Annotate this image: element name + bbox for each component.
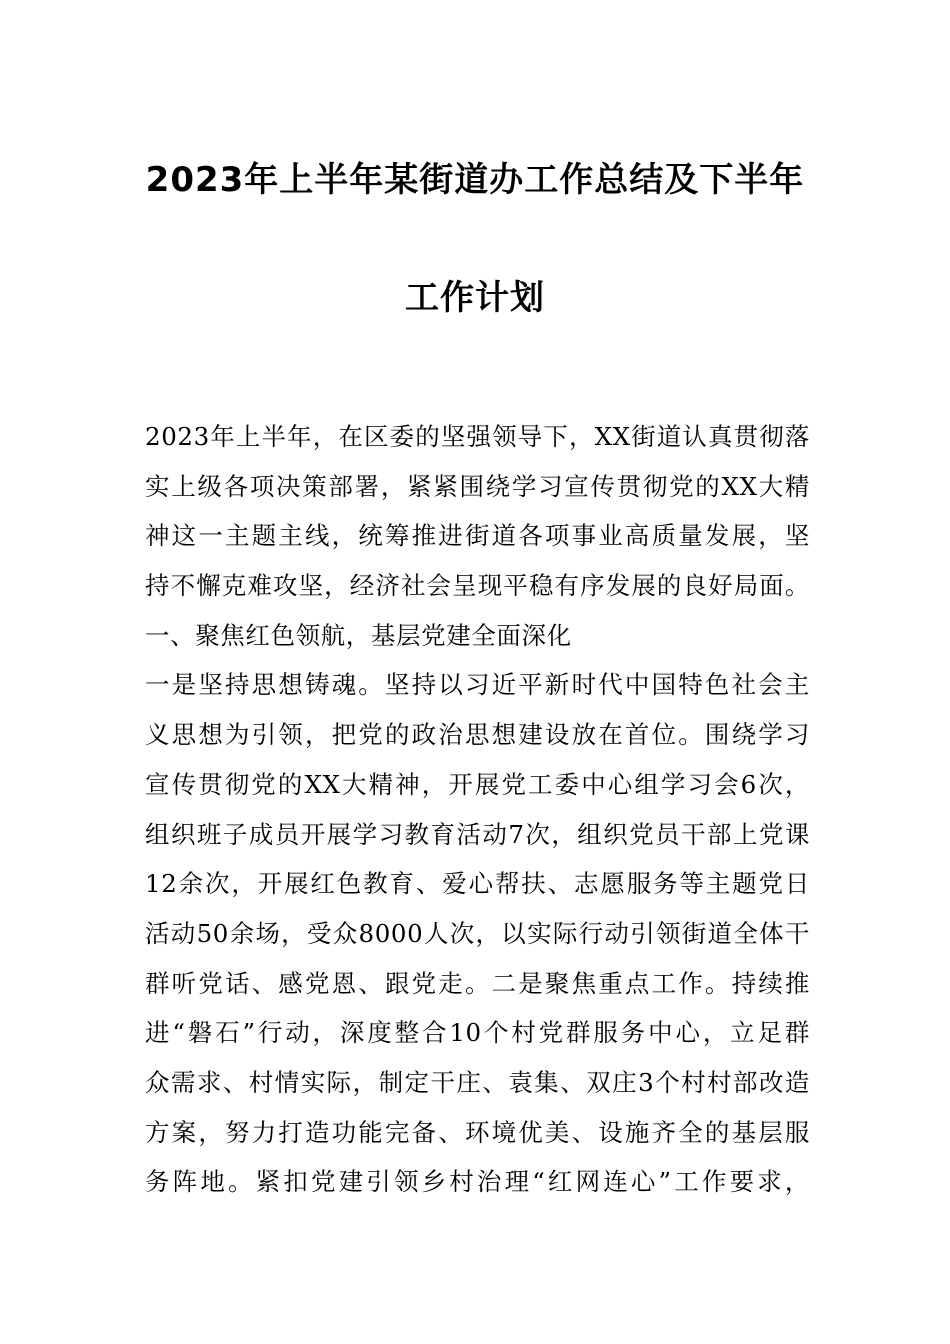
body-line: 务阵地。紧扣党建引领乡村治理“红网连心”工作要求，	[145, 1167, 810, 1197]
body-line: 活动50余场，受众8000人次，以实际行动引领街道全体干	[145, 918, 810, 948]
body-line: 方案，努力打造功能完备、环境优美、设施齐全的基层服	[145, 1117, 810, 1147]
body-line: 群听党话、感党恩、跟党走。二是聚焦重点工作。持续推	[145, 968, 810, 998]
body-line: 实上级各项决策部署，紧紧围绕学习宣传贯彻党的XX大精	[145, 471, 810, 501]
body-line: 义思想为引领，把党的政治思想建设放在首位。围绕学习	[145, 720, 810, 750]
body-line: 组织班子成员开展学习教育活动7次，组织党员干部上党课	[145, 819, 810, 849]
body-line: 宣传贯彻党的XX大精神，开展党工委中心组学习会6次，	[145, 769, 810, 799]
body-line: 持不懈克难攻坚，经济社会呈现平稳有序发展的良好局面。	[145, 571, 810, 601]
document-body	[145, 412, 810, 1207]
body-line: 神这一主题主线，统筹推进街道各项事业高质量发展，坚	[145, 521, 810, 551]
document-title-line-2: 工作计划	[405, 278, 545, 318]
body-line: 一是坚持思想铸魂。坚持以习近平新时代中国特色社会主	[145, 670, 810, 700]
document-title-line-1: 2023年上半年某街道办工作总结及下半年	[145, 160, 805, 200]
section-heading: 一、聚焦红色领航，基层党建全面深化	[145, 620, 572, 650]
body-line: 进“磐石”行动，深度整合10个村党群服务中心，立足群	[145, 1018, 810, 1048]
body-line: 2023年上半年，在区委的坚强领导下，XX街道认真贯彻落	[145, 422, 810, 451]
body-line: 众需求、村情实际，制定干庄、袁集、双庄3个村村部改造	[145, 1067, 810, 1097]
body-line: 12余次，开展红色教育、爱心帮扶、志愿服务等主题党日	[145, 869, 810, 899]
